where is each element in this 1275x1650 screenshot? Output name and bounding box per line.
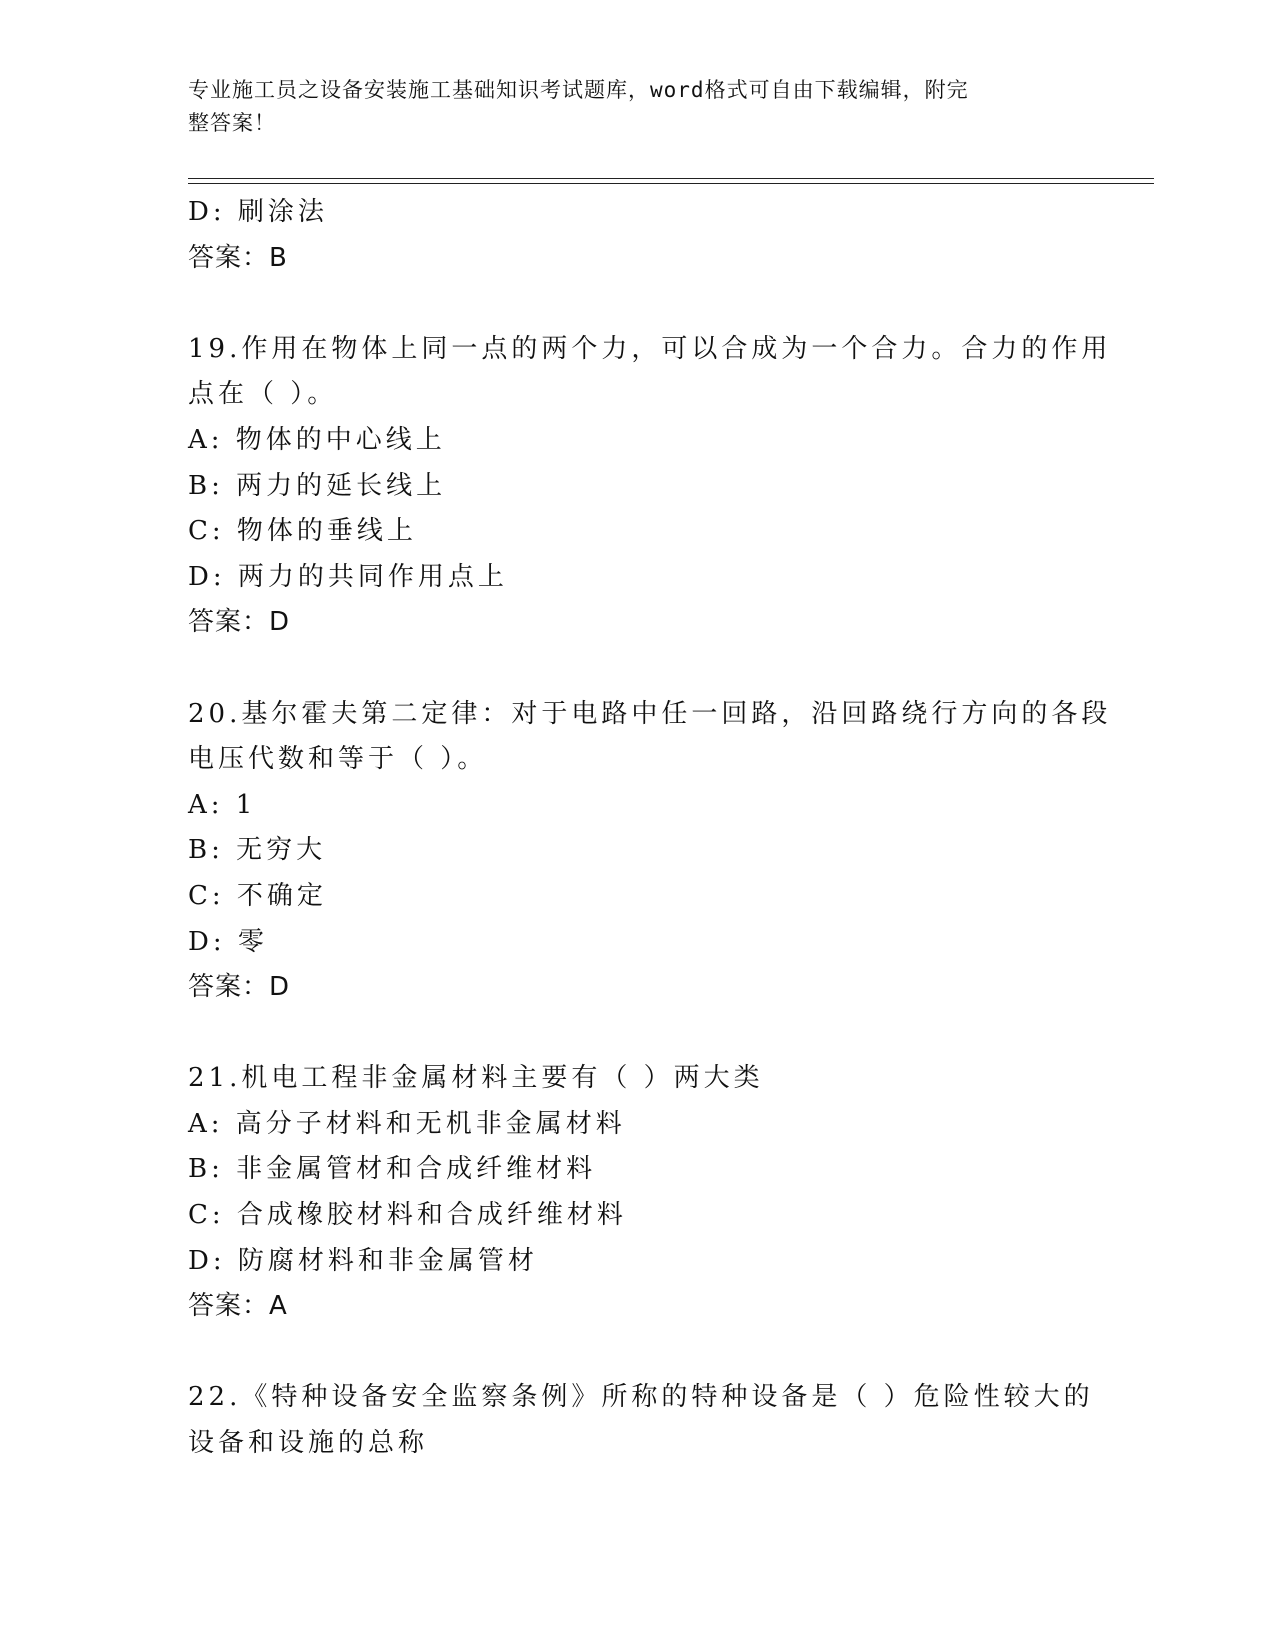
option-a: A: 1 [188,789,257,820]
question-20 [188,692,1148,1011]
option-d: D: 两力的共同作用点上 [188,561,508,592]
option-c: C: 不确定 [188,880,327,911]
question-stem: 19.作用在物体上同一点的两个力，可以合成为一个合力。合力的作用 [188,333,1112,364]
option-a: A: 物体的中心线上 [188,424,446,455]
question-stem: 设备和设施的总称 [188,1428,429,1459]
answer-line: 答案：D [188,607,291,638]
question-19 [188,327,1148,646]
option-a: A: 高分子材料和无机非金属材料 [188,1108,626,1139]
spacer [188,1011,1148,1057]
option-b: B: 非金属管材和合成纤维材料 [188,1154,597,1185]
spacer [188,1330,1148,1376]
answer-line: 答案：B [188,242,288,273]
spacer [188,281,1148,327]
option-d: D: 防腐材料和非金属管材 [188,1245,538,1276]
question-stem: 电压代数和等于（ ）。 [188,744,488,775]
question-stem: 22.《特种设备安全监察条例》所称的特种设备是（ ）危险性较大的 [188,1382,1094,1413]
answer-line: 答案：A [188,1291,288,1322]
answer-line: 答案：D [188,972,291,1003]
page-header [188,74,1068,140]
option-c: C: 合成橡胶材料和合成纤维材料 [188,1200,627,1231]
option-d: D: 零 [188,926,268,957]
option-b: B: 无穷大 [188,835,327,866]
question-22 [188,1375,1148,1466]
question-list [188,190,1148,1467]
header-line-1: 专业施工员之设备安装施工基础知识考试题库，word格式可自由下载编辑，附完 [188,78,969,102]
header-line-2: 整答案！ [188,111,276,135]
header-rule-top [188,178,1154,179]
question-stem: 21.机电工程非金属材料主要有（ ）两大类 [188,1063,764,1094]
option-b: B: 两力的延长线上 [188,470,447,501]
question-stem: 20.基尔霍夫第二定律：对于电路中任一回路，沿回路绕行方向的各段 [188,698,1112,729]
question-stem: 点在（ ）。 [188,379,338,410]
spacer [188,646,1148,692]
header-rule-bottom [188,183,1154,184]
option-d: D: 刷涂法 [188,197,328,227]
option-c: C: 物体的垂线上 [188,516,417,547]
question-21 [188,1056,1148,1330]
